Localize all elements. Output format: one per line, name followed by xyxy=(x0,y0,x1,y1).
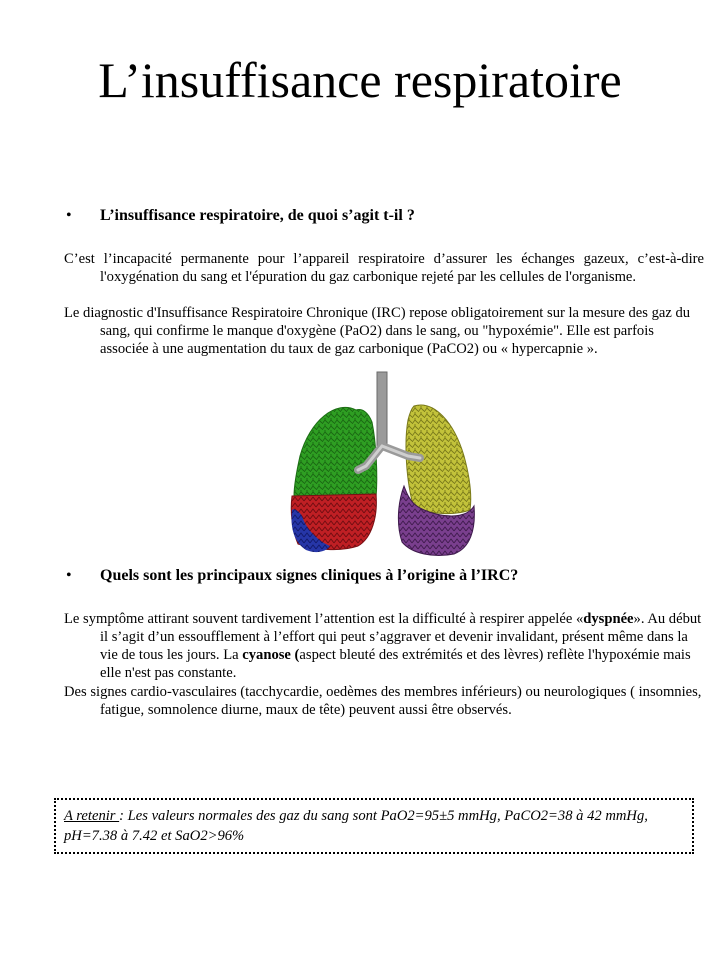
heading-text: Quels sont les principaux signes cliniques à l’origine à l’IRC? xyxy=(100,567,519,584)
lungs-illustration-icon xyxy=(286,370,482,558)
bullet-point: • xyxy=(66,207,72,224)
definition-paragraph: C’est l’incapacité permanente pour l’appareil respiratoire d’assurer les échanges gazeux, c’est-à-dire l'oxygénation du sang et l'épuration du gaz carbonique rejeté par les cellules de l'organisme. xyxy=(64,251,704,285)
heading-text: L’insuffisance respiratoire, de quoi s’agit t-il ? xyxy=(100,207,415,224)
cyanose-term: cyanose ( xyxy=(242,647,300,663)
other-signs-paragraph: Des signes cardio-vasculaires (tacchycardie, oedèmes des membres inférieurs) ou neurologiques ( insomnies, fatigue, somnolence diurne, maux de tête) peuvent aussi être observés. xyxy=(64,684,702,718)
diagnostic-paragraph: Le diagnostic d'Insuffisance Respiratoire Chronique (IRC) repose obligatoirement sur la mesure des gaz du sang, qui confirme le manque d'oxygène (PaO2) dans le sang, ou "hypoxémie". Elle est parfois associée à une augmentation du taux de gaz carbonique (PaCO2) ou « hypercapnie ». xyxy=(64,305,691,357)
retenir-label: A retenir xyxy=(64,808,120,824)
page-title: L’insuffisance respiratoire xyxy=(98,52,622,108)
lungs-illustration xyxy=(286,370,482,558)
symptoms-paragraph: Le symptôme attirant souvent tardivement l’attention est la difficulté à respirer appelée «dyspnée». Au début il s’agit d’un essoufflement à l’effort qui peut s’aggraver et devenir invalidant, présent même dans la vie de tous les jours. La cyanose (aspect bleuté des extrémités et des lèvres) reflète l'hypoxémie mais elle n'est pas constante. xyxy=(64,611,702,681)
bullet-point: • xyxy=(66,567,72,584)
dyspnee-term: dyspnée xyxy=(583,611,634,627)
key-values-box xyxy=(54,798,694,854)
retenir-text: : Les valeurs normales des gaz du sang sont PaO2=95±5 mmHg, PaCO2=38 à 42 mmHg, pH=7.38 à 7.42 et SaO2>96% xyxy=(64,808,648,844)
